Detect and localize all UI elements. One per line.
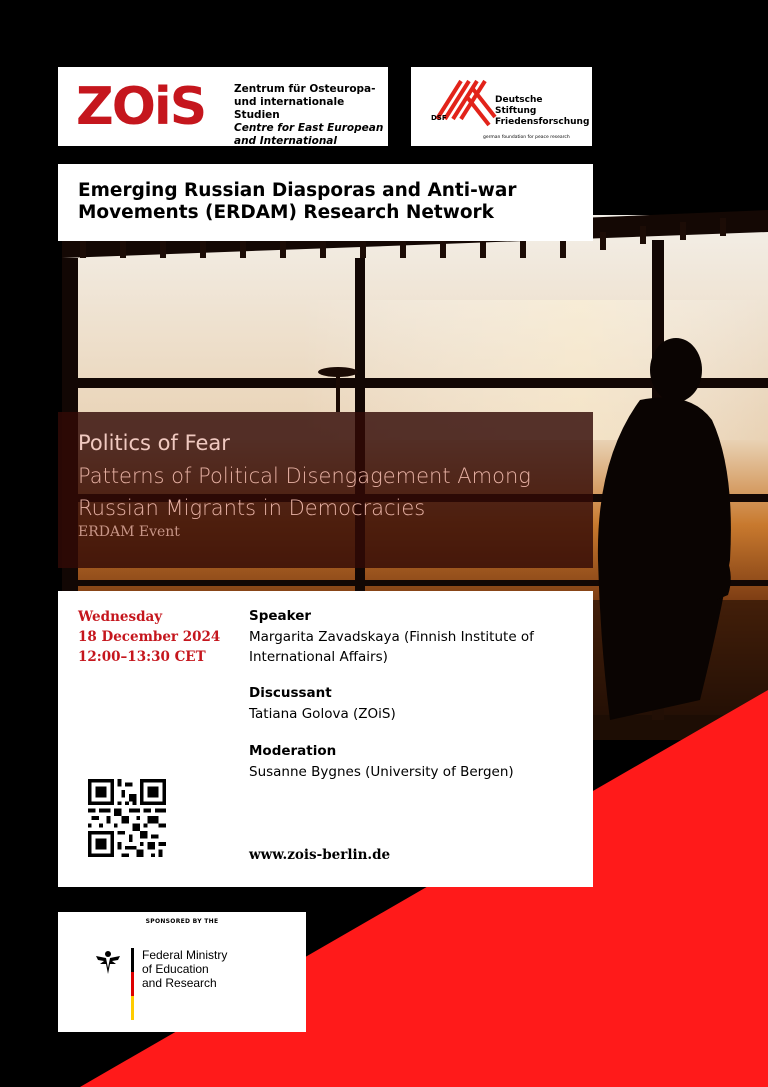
qr-code[interactable] (88, 779, 166, 857)
event-panel (58, 412, 593, 568)
dsf-name-line-3: Friedensforschung (495, 117, 590, 127)
zois-logo: ZOiS (76, 77, 206, 137)
ministry-line-2: of Education (142, 962, 209, 976)
federal-eagle-icon (92, 946, 124, 978)
dsf-name-line-2: Stiftung (495, 106, 537, 116)
event-info-box (58, 591, 593, 887)
speaker-role: Speaker (249, 608, 312, 624)
flag-stripe-red (131, 972, 134, 996)
zois-name-en-1: Centre for East European (234, 122, 384, 134)
zois-name-en-2: and International Studies (234, 135, 337, 160)
dsf-name (495, 95, 589, 128)
event-title: Politics of Fear (78, 431, 230, 455)
flag-stripe-gold (131, 996, 134, 1020)
discussant-role: Discussant (249, 685, 332, 701)
ministry-name (142, 948, 227, 990)
dsf-subtitle: german foundation for peace research (483, 135, 570, 140)
speaker-name: Margarita Zavadskaya (Finnish Institute of International Affairs) (249, 629, 534, 665)
dsf-logo-icon (431, 75, 501, 133)
website-link[interactable]: www.zois-berlin.de (249, 847, 391, 863)
zois-name-de-2: und internationale Studien (234, 96, 345, 121)
ministry-line-1: Federal Ministry (142, 948, 228, 962)
event-date: 18 December 2024 (78, 629, 221, 645)
sponsor-box (58, 912, 306, 1032)
network-title-box (58, 164, 593, 241)
discussant-name: Tatiana Golova (ZOiS) (249, 706, 396, 722)
dsf-logo-box (411, 67, 592, 146)
moderator-name: Susanne Bygnes (University of Bergen) (249, 764, 514, 780)
event-day: Wednesday (78, 609, 163, 625)
event-type: ERDAM Event (78, 524, 180, 540)
ministry-line-3: and Research (142, 976, 217, 990)
zois-institution-name (234, 83, 384, 161)
event-time: 12:00–13:30 CET (78, 649, 206, 665)
zois-logo-box (58, 67, 388, 160)
moderation-role: Moderation (249, 743, 337, 759)
flag-stripe-black (131, 948, 134, 972)
dsf-abbreviation: DSF (431, 114, 447, 122)
zois-name-de-1: Zentrum für Osteuropa- (234, 83, 376, 95)
event-subtitle: Patterns of Political Disengagement Among Russian Migrants in Democracies (78, 464, 531, 520)
dsf-name-line-1: Deutsche (495, 95, 543, 105)
network-title: Emerging Russian Diasporas and Anti-war Movements (ERDAM) Research Network (78, 180, 517, 223)
sponsor-label: SPONSORED BY THE (145, 918, 219, 925)
